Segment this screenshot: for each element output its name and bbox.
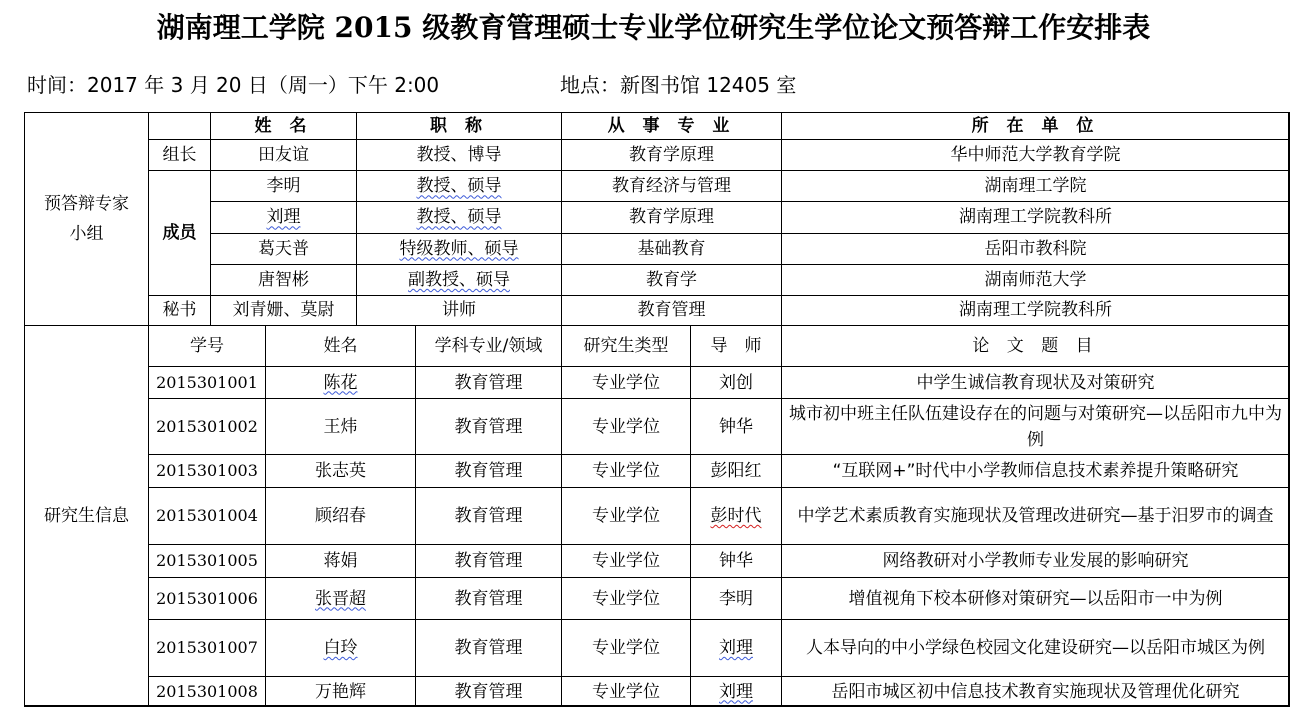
page-title: 湖南理工学院 2015 级教育管理硕士专业学位研究生学位论文预答辩工作安排表 bbox=[156, 11, 1151, 44]
student-name: 顾绍春 bbox=[266, 488, 416, 545]
student-thesis: “互联网+”时代中小学教师信息技术素养提升策略研究 bbox=[782, 455, 1290, 488]
student-thesis: 城市初中班主任队伍建设存在的问题与对策研究—以岳阳市九中为例 bbox=[782, 399, 1290, 455]
panel-row bbox=[25, 171, 1290, 202]
panel-unit: 湖南理工学院教科所 bbox=[782, 295, 1290, 325]
student-type: 专业学位 bbox=[562, 367, 691, 399]
student-advisor-text: 刘理 bbox=[719, 638, 753, 658]
student-advisor: 李明 bbox=[691, 578, 782, 620]
student-id: 2015301007 bbox=[149, 620, 266, 677]
student-advisor: 彭阳红 bbox=[691, 455, 782, 488]
panel-title bbox=[357, 264, 562, 295]
panel-table bbox=[24, 112, 1290, 326]
student-type: 专业学位 bbox=[562, 677, 691, 707]
panel-row bbox=[25, 233, 1290, 264]
panel-title bbox=[357, 233, 562, 264]
panel-title bbox=[357, 202, 562, 233]
panel-field: 教育管理 bbox=[562, 295, 782, 325]
schedule-sheet bbox=[24, 112, 1289, 706]
panel-header-role bbox=[149, 113, 211, 140]
student-row bbox=[25, 620, 1290, 677]
students-group-label: 研究生信息 bbox=[25, 326, 149, 707]
panel-unit: 岳阳市教科院 bbox=[782, 233, 1290, 264]
panel-name: 田友谊 bbox=[211, 140, 357, 171]
panel-role: 秘书 bbox=[149, 295, 211, 325]
student-name-text: 白玲 bbox=[323, 638, 358, 658]
panel-header-unit: 所 在 单 位 bbox=[782, 113, 1290, 140]
panel-header-name: 姓 名 bbox=[211, 113, 357, 140]
student-major: 教育管理 bbox=[416, 488, 562, 545]
student-major: 教育管理 bbox=[416, 545, 562, 578]
student-major: 教育管理 bbox=[416, 620, 562, 677]
student-name: 蒋娟 bbox=[266, 545, 416, 578]
panel-field: 基础教育 bbox=[562, 233, 782, 264]
panel-title-text: 教授、硕导 bbox=[416, 176, 502, 197]
panel-row bbox=[25, 202, 1290, 233]
panel-header-field: 从 事 专 业 bbox=[562, 113, 782, 140]
student-type: 专业学位 bbox=[562, 399, 691, 455]
students-table bbox=[24, 325, 1290, 707]
student-advisor bbox=[691, 488, 782, 545]
student-advisor: 钟华 bbox=[691, 399, 782, 455]
student-row bbox=[25, 399, 1290, 455]
student-name-text: 陈花 bbox=[323, 372, 358, 393]
student-name-text: 张晋超 bbox=[315, 588, 366, 609]
student-id: 2015301008 bbox=[149, 677, 266, 707]
panel-field: 教育学原理 bbox=[562, 140, 782, 171]
student-id: 2015301002 bbox=[149, 399, 266, 455]
students-header-major: 学科专业/领域 bbox=[416, 326, 562, 367]
panel-title: 讲师 bbox=[357, 295, 562, 325]
student-row bbox=[25, 677, 1290, 707]
students-header-advisor: 导 师 bbox=[691, 326, 782, 367]
panel-title bbox=[357, 171, 562, 202]
student-advisor-text: 彭时代 bbox=[710, 506, 762, 526]
student-thesis: 中学艺术素质教育实施现状及管理改进研究—基于汨罗市的调查 bbox=[782, 488, 1290, 545]
student-id: 2015301004 bbox=[149, 488, 266, 545]
student-major: 教育管理 bbox=[416, 578, 562, 620]
student-thesis: 岳阳市城区初中信息技术教育实施现状及管理优化研究 bbox=[782, 677, 1290, 707]
student-row bbox=[25, 455, 1290, 488]
panel-name: 李明 bbox=[211, 171, 357, 202]
student-type: 专业学位 bbox=[562, 455, 691, 488]
student-name bbox=[266, 578, 416, 620]
student-row bbox=[25, 578, 1290, 620]
panel-name-text: 刘理 bbox=[266, 207, 301, 228]
student-id: 2015301001 bbox=[149, 367, 266, 399]
students-header-thesis: 论 文 题 目 bbox=[782, 326, 1290, 367]
student-advisor bbox=[691, 677, 782, 707]
students-header-type: 研究生类型 bbox=[562, 326, 691, 367]
student-row bbox=[25, 367, 1290, 399]
panel-role: 组长 bbox=[149, 140, 211, 171]
meeting-time: 时间：2017 年 3 月 20 日（周一）下午 2:00 bbox=[27, 73, 440, 97]
students-header-name: 姓名 bbox=[266, 326, 416, 367]
panel-row bbox=[25, 295, 1290, 325]
panel-name: 刘青姗、莫尉 bbox=[211, 295, 357, 325]
student-name: 张志英 bbox=[266, 455, 416, 488]
student-name: 万艳辉 bbox=[266, 677, 416, 707]
panel-name bbox=[211, 202, 357, 233]
student-type: 专业学位 bbox=[562, 488, 691, 545]
panel-title-text: 副教授、硕导 bbox=[408, 269, 510, 290]
panel-unit: 湖南师范大学 bbox=[782, 264, 1290, 295]
student-thesis: 人本导向的中小学绿色校园文化建设研究—以岳阳市城区为例 bbox=[782, 620, 1290, 677]
student-name: 王炜 bbox=[266, 399, 416, 455]
panel-row bbox=[25, 140, 1290, 171]
panel-header-row bbox=[25, 113, 1290, 140]
student-advisor: 刘创 bbox=[691, 367, 782, 399]
student-advisor bbox=[691, 620, 782, 677]
student-type: 专业学位 bbox=[562, 578, 691, 620]
student-id: 2015301006 bbox=[149, 578, 266, 620]
students-header-id: 学号 bbox=[149, 326, 266, 367]
students-header-row bbox=[25, 326, 1290, 367]
panel-name: 唐智彬 bbox=[211, 264, 357, 295]
student-thesis: 增值视角下校本研修对策研究—以岳阳市一中为例 bbox=[782, 578, 1290, 620]
meeting-place: 地点：新图书馆 12405 室 bbox=[560, 73, 797, 97]
panel-row bbox=[25, 264, 1290, 295]
student-major: 教育管理 bbox=[416, 367, 562, 399]
panel-title-text: 教授、硕导 bbox=[416, 207, 502, 228]
student-advisor: 钟华 bbox=[691, 545, 782, 578]
student-major: 教育管理 bbox=[416, 399, 562, 455]
student-id: 2015301005 bbox=[149, 545, 266, 578]
panel-name: 葛天普 bbox=[211, 233, 357, 264]
panel-title-text: 特级教师、硕导 bbox=[399, 238, 519, 259]
panel-unit: 湖南理工学院教科所 bbox=[782, 202, 1290, 233]
panel-header-title: 职 称 bbox=[357, 113, 562, 140]
student-major: 教育管理 bbox=[416, 455, 562, 488]
student-row bbox=[25, 488, 1290, 545]
panel-unit: 华中师范大学教育学院 bbox=[782, 140, 1290, 171]
student-major: 教育管理 bbox=[416, 677, 562, 707]
student-thesis: 中学生诚信教育现状及对策研究 bbox=[782, 367, 1290, 399]
student-type: 专业学位 bbox=[562, 620, 691, 677]
panel-group-label: 预答辩专家小组 bbox=[25, 113, 149, 326]
panel-field: 教育经济与管理 bbox=[562, 171, 782, 202]
panel-title: 教授、博导 bbox=[357, 140, 562, 171]
student-id: 2015301003 bbox=[149, 455, 266, 488]
student-advisor-text: 刘理 bbox=[719, 681, 753, 702]
panel-unit: 湖南理工学院 bbox=[782, 171, 1290, 202]
panel-role-members: 成员 bbox=[149, 171, 211, 296]
student-type: 专业学位 bbox=[562, 545, 691, 578]
panel-field: 教育学原理 bbox=[562, 202, 782, 233]
panel-field: 教育学 bbox=[562, 264, 782, 295]
student-thesis: 网络教研对小学教师专业发展的影响研究 bbox=[782, 545, 1290, 578]
student-row bbox=[25, 545, 1290, 578]
student-name bbox=[266, 367, 416, 399]
student-name bbox=[266, 620, 416, 677]
